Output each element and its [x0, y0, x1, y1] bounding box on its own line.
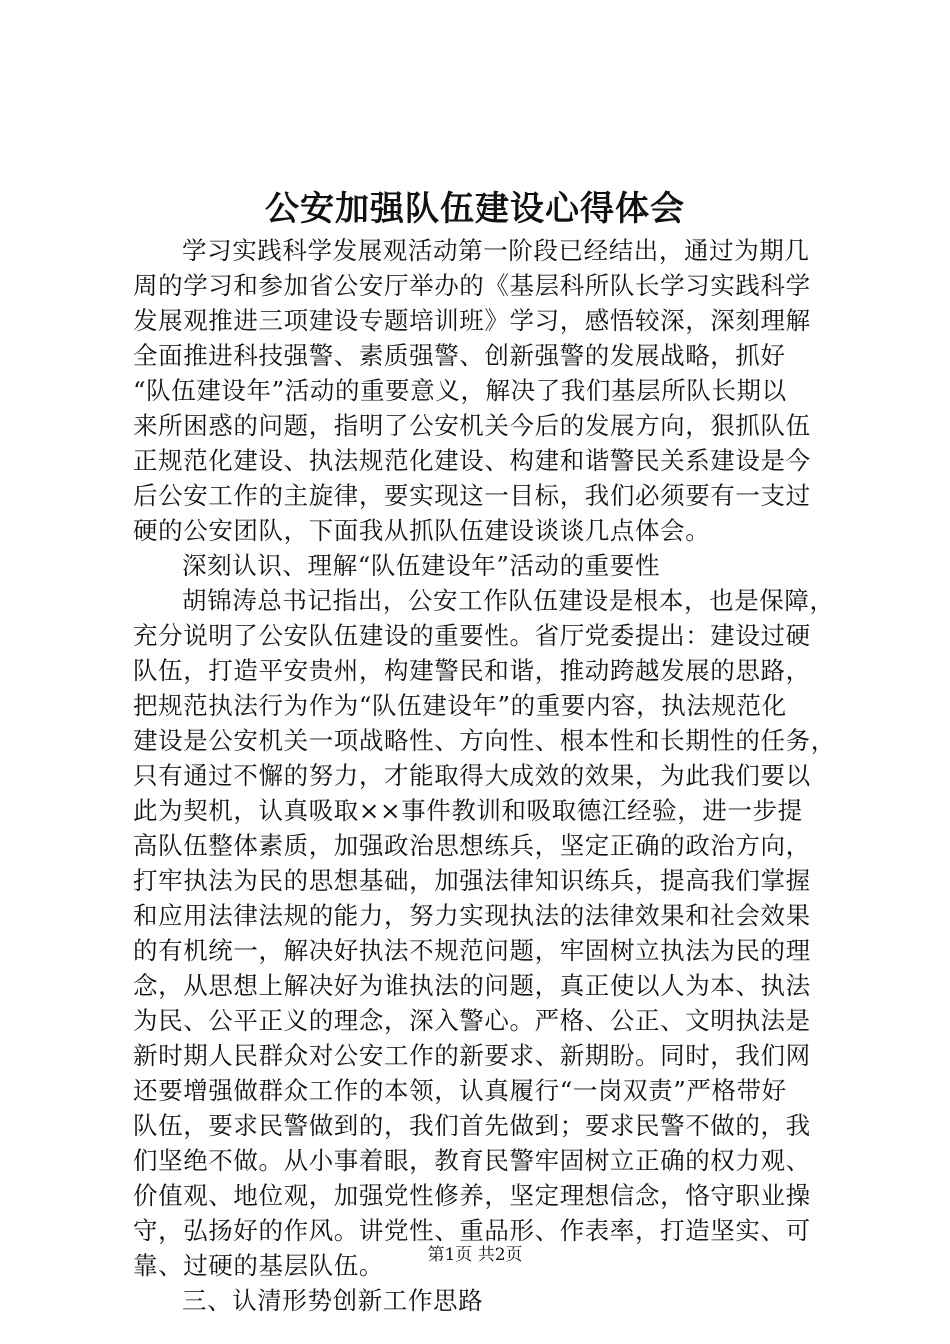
text-line: 打牢执法为民的思想基础，加强法律知识练兵，提高我们掌握	[133, 866, 811, 895]
document-body	[133, 233, 855, 1318]
text-line: “队伍建设年”活动的重要意义，解决了我们基层所队长期以	[133, 376, 787, 405]
text-line: 念，从思想上解决好为谁执法的问题，真正使以人为本、执法	[133, 971, 811, 1000]
document-title: 公安加强队伍建设心得体会	[265, 189, 685, 229]
text-line: 只有通过不懈的努力，才能取得大成效的效果，为此我们要以	[133, 761, 811, 790]
text-line: 后公安工作的主旋律，要实现这一目标，我们必须要有一支过	[133, 481, 811, 510]
text-line: 为民、公平正义的理念，深入警心。严格、公正、文明执法是	[133, 1006, 811, 1035]
text-line: 周的学习和参加省公安厅举办的《基层科所队长学习实践科学	[133, 271, 811, 300]
text-line: 正规范化建设、执法规范化建设、构建和谐警民关系建设是今	[133, 446, 811, 475]
text-line: 的有机统一，解决好执法不规范问题，牢固树立执法为民的理	[133, 936, 811, 965]
text-line: 深刻认识、理解“队伍建设年”活动的重要性	[182, 551, 661, 580]
page-footer: 第1页 共2页	[427, 1245, 523, 1265]
text-line: 发展观推进三项建设专题培训班》学习，感悟较深，深刻理解	[133, 306, 811, 335]
text-line: 胡锦涛总书记指出，公安工作队伍建设是根本，也是保障，	[182, 586, 835, 615]
text-line: 们坚绝不做。从小事着眼，教育民警牢固树立正确的权力观、	[133, 1146, 811, 1175]
text-line: 把规范执法行为作为“队伍建设年”的重要内容，执法规范化	[133, 691, 787, 720]
text-line: 和应用法律法规的能力，努力实现执法的法律效果和社会效果	[133, 901, 811, 930]
text-line: 新时期人民群众对公安工作的新要求、新期盼。同时，我们网	[133, 1041, 811, 1070]
text-line: 此为契机，认真吸取××事件教训和吸取德江经验，进一步提	[133, 796, 803, 825]
text-line: 靠、过硬的基层队伍。	[133, 1251, 384, 1280]
text-line: 建设是公安机关一项战略性、方向性、根本性和长期性的任务，	[133, 726, 836, 755]
text-line: 来所困惑的问题，指明了公安机关今后的发展方向，狠抓队伍	[133, 411, 811, 440]
text-line: 高队伍整体素质，加强政治思想练兵，坚定正确的政治方向，	[133, 831, 811, 860]
text-line: 队伍，要求民警做到的，我们首先做到；要求民警不做的，我	[133, 1111, 811, 1140]
text-line: 价值观、地位观，加强党性修养，坚定理想信念，恪守职业操	[133, 1181, 811, 1210]
text-line: 队伍，打造平安贵州，构建警民和谐，推动跨越发展的思路，	[133, 656, 811, 685]
text-line: 全面推进科技强警、素质强警、创新强警的发展战略，抓好	[133, 341, 786, 370]
text-line: 三、认清形势创新工作思路	[182, 1286, 484, 1315]
text-line: 守，弘扬好的作风。讲党性、重品形、作表率，打造坚实、可	[133, 1216, 811, 1245]
text-line: 学习实践科学发展观活动第一阶段已经结出，通过为期几	[182, 236, 810, 265]
text-line: 充分说明了公安队伍建设的重要性。省厅党委提出：建设过硬	[133, 621, 811, 650]
text-line: 硬的公安团队，下面我从抓队伍建设谈谈几点体会。	[133, 516, 711, 545]
text-line: 还要增强做群众工作的本领，认真履行“一岗双责”严格带好	[133, 1076, 787, 1105]
